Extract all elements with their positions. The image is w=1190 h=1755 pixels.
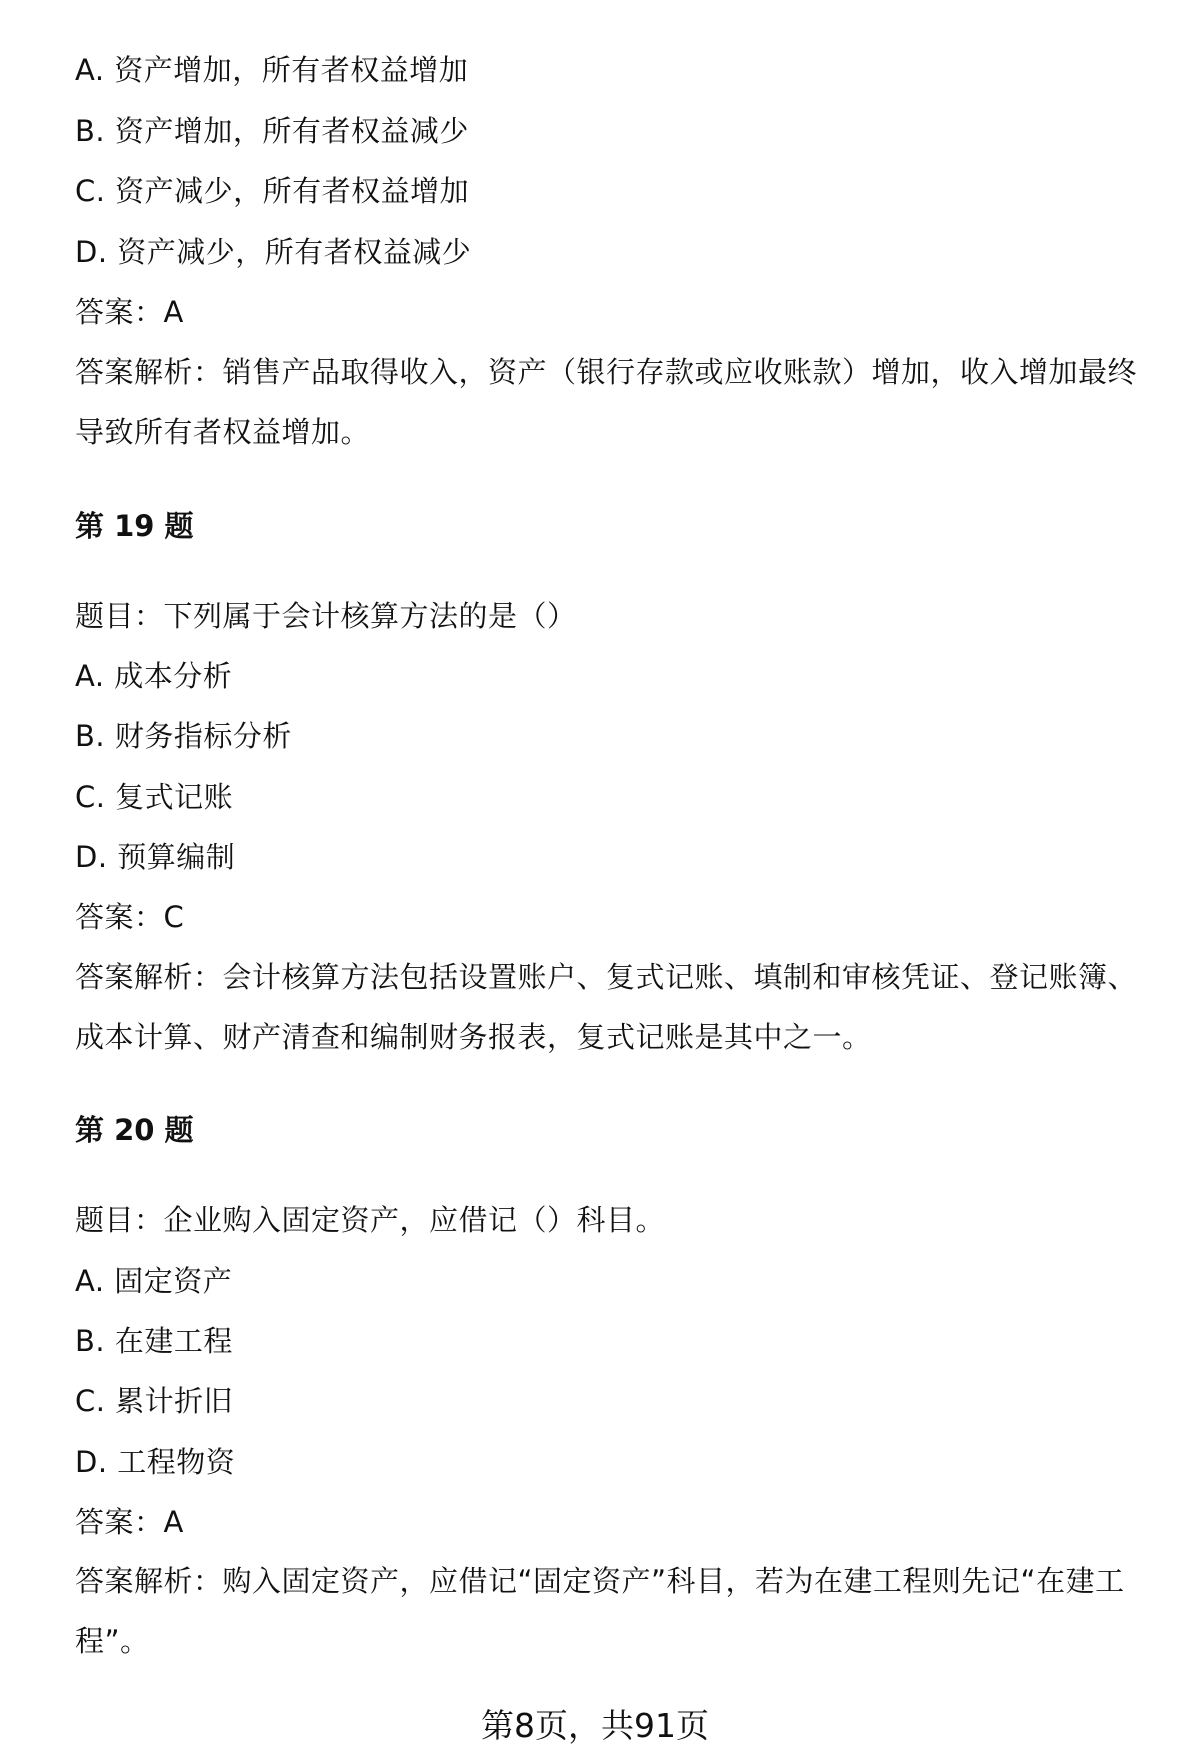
q19-heading: 第 19 题 bbox=[75, 509, 194, 543]
q20-explanation: 答案解析：购入固定资产，应借记“固定资产”科目，若为在建工程则先记“在建工程”。 bbox=[75, 1564, 1125, 1658]
q19-option-a: A. 成本分析 bbox=[75, 659, 233, 693]
q20-heading: 第 20 题 bbox=[75, 1113, 194, 1147]
q18-option-c: C. 资产减少，所有者权益增加 bbox=[75, 174, 470, 208]
q19-option-c: C. 复式记账 bbox=[75, 780, 234, 814]
q18-option-b: B. 资产增加，所有者权益减少 bbox=[75, 114, 469, 148]
q20-option-b: B. 在建工程 bbox=[75, 1324, 233, 1358]
q19-option-b: B. 财务指标分析 bbox=[75, 719, 292, 753]
q18-option-a: A. 资产增加，所有者权益增加 bbox=[75, 53, 469, 87]
q18-explanation: 答案解析：销售产品取得收入，资产（银行存款或应收账款）增加，收入增加最终导致所有者权益增加。 bbox=[75, 355, 1138, 449]
q19-option-d: D. 预算编制 bbox=[75, 840, 236, 874]
q19-question: 题目：下列属于会计核算方法的是（） bbox=[75, 599, 577, 633]
page-number-footer: 第8页，共91页 bbox=[481, 1706, 709, 1745]
q20-option-a: A. 固定资产 bbox=[75, 1264, 233, 1298]
q18-option-d: D. 资产减少，所有者权益减少 bbox=[75, 235, 472, 269]
q19-answer: 答案：C bbox=[75, 900, 185, 934]
q20-question: 题目：企业购入固定资产，应借记（）科目。 bbox=[75, 1203, 666, 1237]
q20-option-d: D. 工程物资 bbox=[75, 1445, 236, 1479]
q18-answer: 答案：A bbox=[75, 295, 184, 329]
q19-explanation: 答案解析：会计核算方法包括设置账户、复式记账、填制和审核凭证、登记账簿、成本计算、财产清查和编制财务报表，复式记账是其中之一。 bbox=[75, 960, 1138, 1054]
q20-option-c: C. 累计折旧 bbox=[75, 1384, 234, 1418]
q20-answer: 答案：A bbox=[75, 1505, 184, 1539]
